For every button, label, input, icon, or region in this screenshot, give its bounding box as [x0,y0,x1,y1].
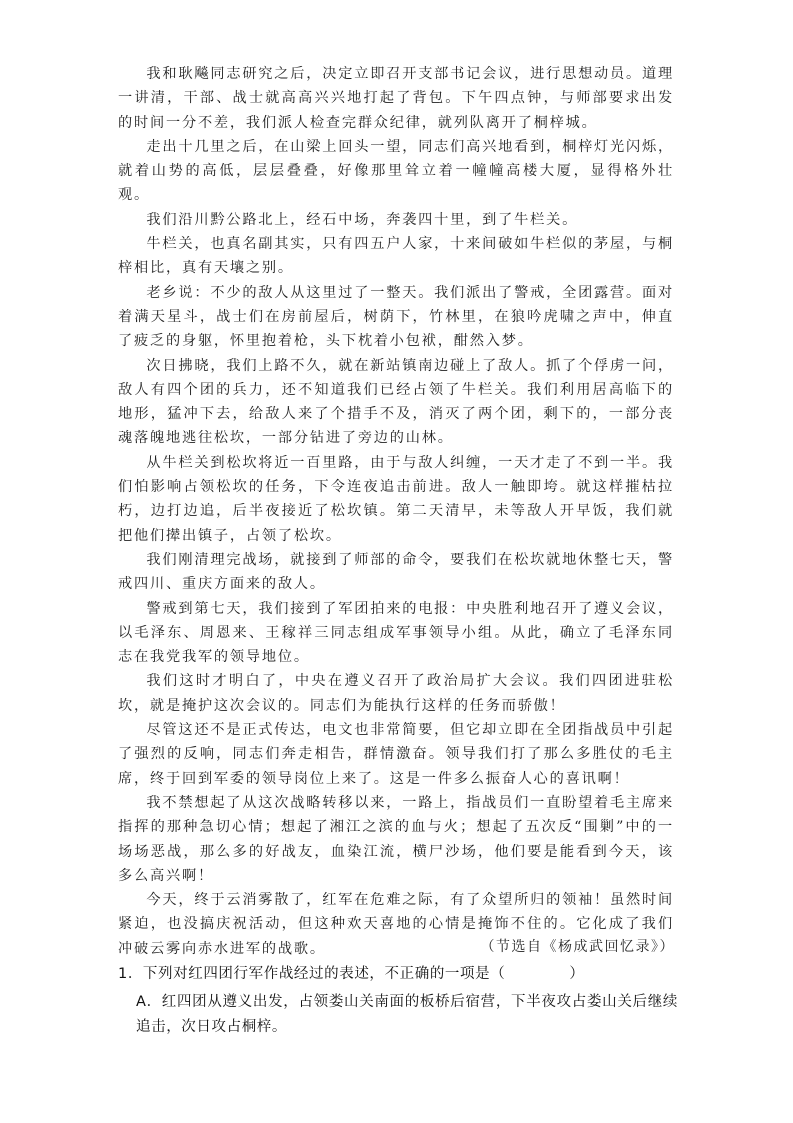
passage-paragraph-6: 次日拂晓，我们上路不久，就在新站镇南边碰上了敌人。抓了个俘虏一问，敌人有四个团的兵力，还不知道我们已经占领了牛栏关。我们利用居高临下的地形，猛冲下去，给敌人来了个措手不及，消灭了两个团，剩下的，一部分丧魂落魄地逃往松坎，一部分钻进了旁边的山林。 [118,357,674,447]
passage-paragraph-7: 从牛栏关到松坎将近一百里路，由于与敌人纠缠，一天才走了不到一半。我们怕影响占领松坎的任务，下令连夜追击前进。敌人一触即垮。就这样摧枯拉朽，边打边追，后半夜接近了松坎镇。第二天清早，未等敌人开早饭，我们就把他们撵出镇子，占领了松坎。 [118,454,674,544]
passage-paragraph-12: 我不禁想起了从这次战略转移以来，一路上，指战员们一直盼望着毛主席来指挥的那种急切心情；想起了湘江之滨的血与火；想起了五次反“围剿”中的一场场恶战，那么多的好战友，血染江流，横尸沙场，他们要是能看到今天，该多么高兴啊！ [118,794,674,884]
reading-passage [118,62,674,961]
passage-source-citation: （节选自《杨成武回忆录》） [480,939,675,955]
passage-paragraph-3: 我们沿川黔公路北上，经石中场，奔袭四十里，到了牛栏关。 [146,211,579,228]
question-stem-close: ） [569,966,585,982]
passage-paragraph-10: 我们这时才明白了，中央在遵义召开了政治局扩大会议。我们四团进驻松坎，就是掩护这次会议的。同志们为能执行这样的任务而骄傲！ [118,673,674,714]
passage-paragraph-11: 尽管这还不是正式传达，电文也非常简要，但它却立即在全团指战员中引起了强烈的反响，同志们奔走相告，群情激奋。领导我们打了那么多胜仗的毛主席，终于回到军委的领导岗位上来了。这是一件多么振奋人心的喜讯啊！ [118,722,674,787]
passage-paragraph-9: 警戒到第七天，我们接到了军团拍来的电报：中央胜利地召开了遵义会议，以毛泽东、周恩来、王稼祥三同志组成军事领导小组。从此，确立了毛泽东同志在我党我军的领导地位。 [118,600,674,666]
question-1 [118,962,678,1040]
passage-paragraph-5: 老乡说：不少的敌人从这里过了一整天。我们派出了警戒，全团露营。面对着满天星斗，战士们在房前屋后，树荫下，竹林里，在狼吟虎啸之声中，伸直了疲乏的身躯，怀里抱着枪，头下枕着小包袱，酣然入梦。 [118,284,674,350]
passage-paragraph-1: 我和耿飚同志研究之后，决定立即召开支部书记会议，进行思想动员。道理一讲清，干部、战士就高高兴兴地打起了背包。下午四点钟，与师部要求出发的时间一分不差，我们派人检查完群众纪律，就列队离开了桐梓城。 [118,66,674,131]
question-stem [118,962,678,986]
passage-paragraph-13: 今天，终于云消雾散了，红军在危难之际，有了众望所归的领袖！虽然时间紧迫，也没搞庆祝活动，但这种欢天喜地的心情是掩饰不住的。它化成了我们冲破云雾向赤水进军的战歌。 [118,892,674,957]
question-stem-text: 1．下列对红四团行军作战经过的表述，不正确的一项是（ [118,966,506,982]
passage-paragraph-4: 牛栏关，也真名副其实，只有四五户人家，十来间破如牛栏似的茅屋，与桐梓相比，真有天壤之别。 [118,236,674,277]
passage-paragraph-8: 我们刚清理完战场，就接到了师部的命令，要我们在松坎就地休整七天，警戒四川、重庆方面来的敌人。 [118,551,674,593]
passage-paragraph-2: 走出十几里之后，在山梁上回头一望，同志们高兴地看到，桐梓灯光闪烁，就着山势的高低，层层叠叠，好像那里耸立着一幢幢高楼大厦，显得格外壮观。 [118,138,674,204]
option-a[interactable]: A．红四团从遵义出发，占领娄山关南面的板桥后宿营，下半夜攻占娄山关后继续追击，次日攻占桐梓。 [136,994,678,1035]
